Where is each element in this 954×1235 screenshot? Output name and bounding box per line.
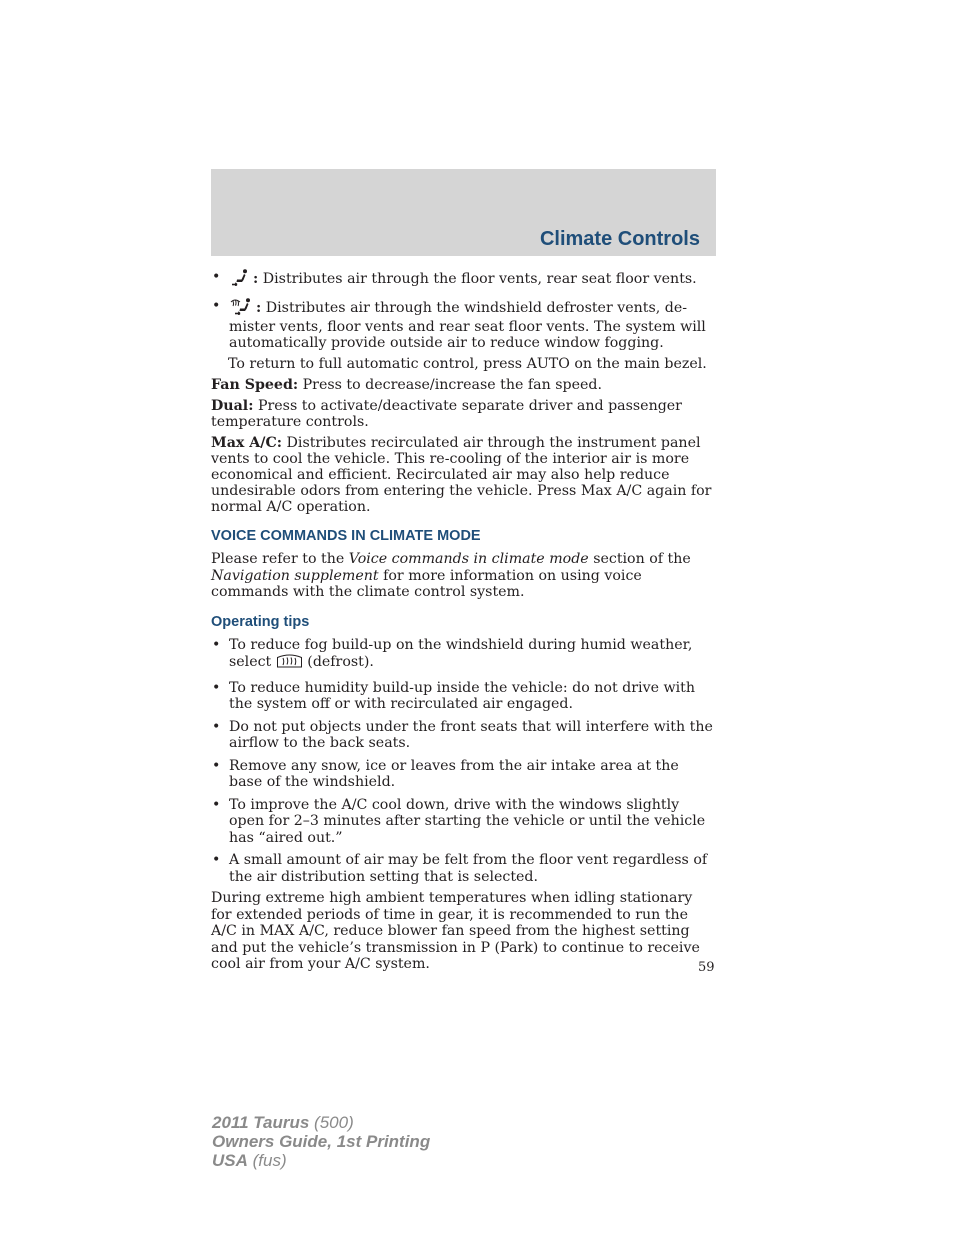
tip-item: • Do not put objects under the front seats that will interfere with the airflow to the back seats. [211, 719, 716, 752]
closing-para: During extreme high ambient temperatures when idling stationary for extended periods of time in gear, it is recommended to run the A/C in MAX A/C, reduce blower fan speed from the highest setting and put the vehicle’s transmission in P (Park) to continue to receive cool air from your A/C system. [211, 890, 700, 972]
fan-speed-para [211, 377, 716, 393]
tip-item: • Remove any snow, ice or leaves from the air intake area at the base of the windshield. [211, 758, 716, 791]
voice-text: Please refer to the [211, 551, 349, 567]
max-ac-label: Max A/C: [211, 435, 283, 451]
voice-ref-italic: Voice commands in climate mode [348, 551, 589, 567]
mode-text: Distributes air through the windshield defroster vents, de-mister vents, floor vents and rear seat floor vents. The system will automatically provide outside air to reduce window fogging. [229, 300, 706, 351]
footer-line-market [212, 1151, 430, 1170]
footer-imprint [212, 1113, 430, 1170]
footer-model-code: (500) [309, 1113, 354, 1132]
tip-text: (defrost). [302, 653, 374, 670]
footer-market: USA [212, 1151, 248, 1170]
footer-line-model [212, 1113, 430, 1132]
mode-bullet-floor-defrost [211, 298, 716, 351]
page-content [211, 268, 716, 973]
mode-sep: : [253, 271, 259, 287]
voice-commands-heading: VOICE COMMANDS IN CLIMATE MODE [211, 528, 481, 544]
tip-item: • To reduce humidity build-up inside the vehicle: do not drive with the system off or with recirculated air engaged. [211, 680, 716, 713]
footer-market-code: (fus) [247, 1151, 287, 1170]
tip-text: To reduce fog build-up on the windshield during humid weather, select [229, 636, 693, 670]
operating-tips-heading: Operating tips [211, 613, 310, 630]
tip-item: • A small amount of air may be felt from the floor vent regardless of the air distribution setting that is selected. [211, 852, 716, 885]
tips-list [211, 680, 716, 886]
defrost-icon [276, 654, 303, 674]
voice-commands-para [211, 551, 716, 601]
voice-text: for more information on using voice commands with the climate control system. [211, 567, 642, 600]
footer-model: 2011 Taurus [212, 1113, 310, 1132]
section-header-band [211, 169, 716, 256]
nav-supplement-italic: Navigation supplement [211, 567, 379, 584]
dual-label: Dual: [211, 398, 254, 414]
floor-defrost-icon [229, 298, 256, 319]
return-note: To return to full automatic control, press AUTO on the main bezel. [228, 356, 707, 372]
page-number: 59 [698, 960, 715, 975]
max-ac-para [211, 435, 716, 515]
mode-sep: : [256, 300, 262, 316]
footer-line-printing [212, 1132, 430, 1151]
fan-speed-label: Fan Speed: [211, 377, 299, 393]
voice-text: section of the [588, 551, 691, 567]
max-ac-text: Distributes recirculated air through the instrument panel vents to cool the vehicle. This re-cooling of the interior air is more economical and efficient. Recirculated air may also help reduce undesirable odors from entering the vehicle. Press Max A/C again for normal A/C operation. [211, 435, 712, 515]
section-title: Climate Controls [539, 228, 700, 250]
mode-bullet-floor [211, 269, 716, 290]
footer-printing: Owners Guide, 1st Printing [212, 1132, 431, 1151]
floor-vent-icon [229, 269, 253, 290]
tip-item: • To improve the A/C cool down, drive with the windows slightly open for 2–3 minutes after starting the vehicle or until the vehicle has “aired out.” [211, 797, 716, 847]
dual-para [211, 398, 716, 430]
tip-item [211, 637, 716, 674]
fan-speed-text: Press to decrease/increase the fan speed. [298, 377, 602, 393]
dual-text: Press to activate/deactivate separate driver and passenger temperature controls. [211, 398, 682, 430]
mode-text: Distributes air through the floor vents, rear seat floor vents. [258, 271, 697, 287]
